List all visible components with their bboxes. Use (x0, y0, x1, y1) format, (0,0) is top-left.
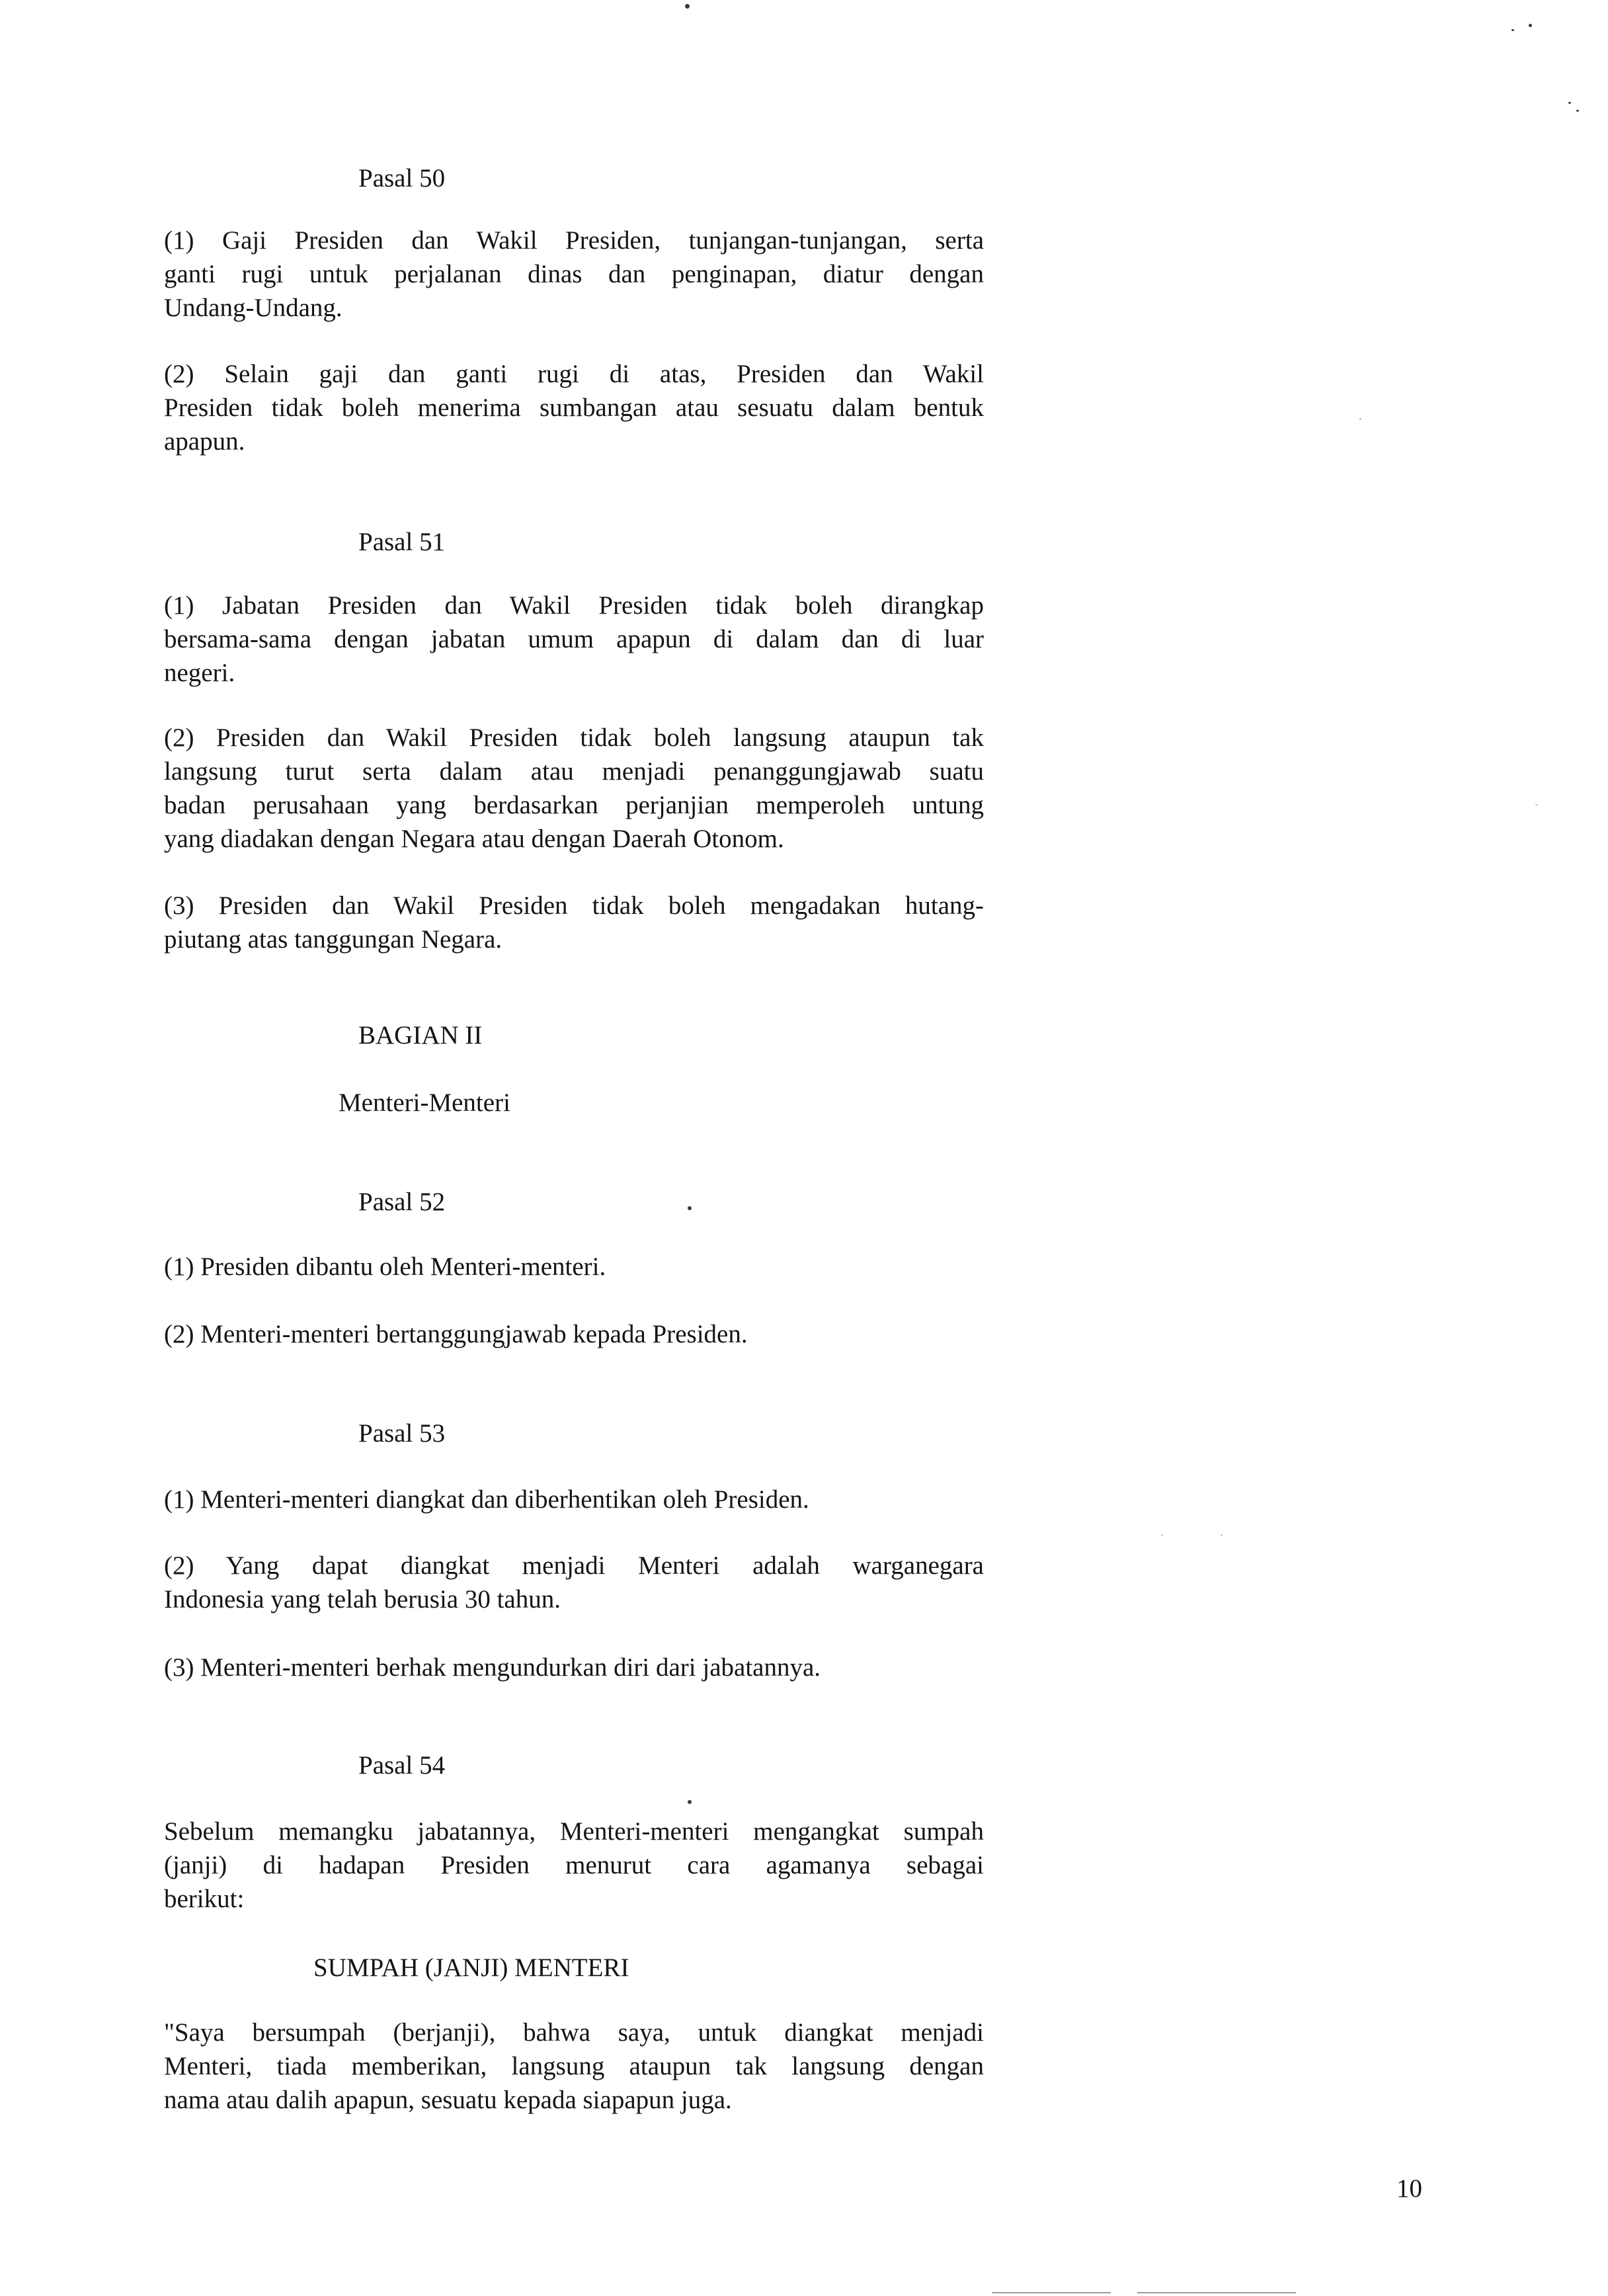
scan-speck (1576, 110, 1579, 112)
scan-speck (1529, 24, 1532, 27)
text-line: Presiden tidak boleh menerima sumbangan atau sesuatu dalam bentuk (164, 393, 984, 422)
scan-speck (685, 4, 690, 9)
pasal-53-paragraph-3 (164, 1651, 984, 1684)
scan-speck (688, 1206, 692, 1210)
text-line: (2) Presiden dan Wakil Presiden tidak boleh langsung ataupun tak (164, 723, 984, 752)
text-line: Sebelum memangku jabatannya, Menteri-menteri mengangkat sumpah (164, 1817, 984, 1846)
pasal-53-paragraph-1 (164, 1483, 984, 1516)
text-line: (janji) di hadapan Presiden menurut cara agamanya sebagai (164, 1851, 984, 1879)
text-line: (1) Presiden dibantu oleh Menteri-menteri. (164, 1252, 606, 1281)
pasal-50-paragraph-2 (164, 357, 984, 458)
page-number: 10 (1396, 2174, 1422, 2203)
part-title: Menteri-Menteri (339, 1088, 510, 1117)
text-line: apapun. (164, 427, 245, 456)
scan-speck (1568, 102, 1571, 104)
text-line: (3) Presiden dan Wakil Presiden tidak boleh mengadakan hutang- (164, 891, 984, 920)
oath-paragraph (164, 2016, 984, 2117)
oath-title: SUMPAH (JANJI) MENTERI (313, 1953, 629, 1982)
pasal-54-heading: Pasal 54 (358, 1751, 446, 1780)
pasal-50-paragraph-1 (164, 224, 984, 325)
pasal-51-paragraph-3 (164, 889, 984, 956)
text-line: (1) Gaji Presiden dan Wakil Presiden, tunjangan-tunjangan, serta (164, 226, 984, 255)
text-line: langsung turut serta dalam atau menjadi penanggungjawab suatu (164, 757, 984, 786)
pasal-52-heading: Pasal 52 (358, 1188, 446, 1216)
text-line: piutang atas tanggungan Negara. (164, 925, 502, 954)
scan-speck (1161, 1534, 1163, 1536)
pasal-50-heading: Pasal 50 (358, 164, 446, 192)
pasal-51-paragraph-1 (164, 589, 984, 690)
scan-speck (688, 1800, 692, 1804)
part-heading: BAGIAN II (358, 1021, 483, 1049)
text-line: (2) Selain gaji dan ganti rugi di atas, Presiden dan Wakil (164, 360, 984, 388)
scan-speck (1511, 29, 1514, 31)
text-line: (2) Menteri-menteri bertanggungjawab kepada Presiden. (164, 1320, 748, 1348)
text-line: (3) Menteri-menteri berhak mengundurkan diri dari jabatannya. (164, 1653, 821, 1682)
pasal-51-paragraph-2 (164, 721, 984, 856)
text-line: nama atau dalih apapun, sesuatu kepada siapapun juga. (164, 2086, 732, 2114)
text-line: "Saya bersumpah (berjanji), bahwa saya, untuk diangkat menjadi (164, 2018, 984, 2047)
pasal-51-heading: Pasal 51 (358, 528, 446, 556)
text-line: negeri. (164, 659, 235, 687)
pasal-52-paragraph-2 (164, 1317, 984, 1351)
text-line: (1) Menteri-menteri diangkat dan diberhentikan oleh Presiden. (164, 1485, 809, 1514)
pasal-52-paragraph-1 (164, 1250, 984, 1284)
scan-speck (1221, 1534, 1223, 1536)
scan-speck (1359, 418, 1361, 420)
pasal-54-paragraph-1 (164, 1815, 984, 1916)
text-line: Menteri, tiada memberikan, langsung ataupun tak langsung dengan (164, 2052, 984, 2080)
pasal-53-heading: Pasal 53 (358, 1419, 446, 1448)
text-line: ganti rugi untuk perjalanan dinas dan penginapan, diatur dengan (164, 260, 984, 288)
scan-edge-line (1137, 2292, 1296, 2293)
text-line: yang diadakan dengan Negara atau dengan Daerah Otonom. (164, 825, 784, 853)
text-line: bersama-sama dengan jabatan umum apapun di dalam dan di luar (164, 625, 984, 653)
text-line: berikut: (164, 1885, 245, 1913)
pasal-53-paragraph-2 (164, 1549, 984, 1616)
text-line: Undang-Undang. (164, 294, 342, 322)
text-line: badan perusahaan yang berdasarkan perjanjian memperoleh untung (164, 791, 984, 819)
text-line: Indonesia yang telah berusia 30 tahun. (164, 1585, 561, 1614)
text-line: (2) Yang dapat diangkat menjadi Menteri adalah warganegara (164, 1551, 984, 1580)
scan-edge-line (992, 2292, 1111, 2293)
scan-speck (1535, 804, 1538, 805)
text-line: (1) Jabatan Presiden dan Wakil Presiden tidak boleh dirangkap (164, 591, 984, 620)
